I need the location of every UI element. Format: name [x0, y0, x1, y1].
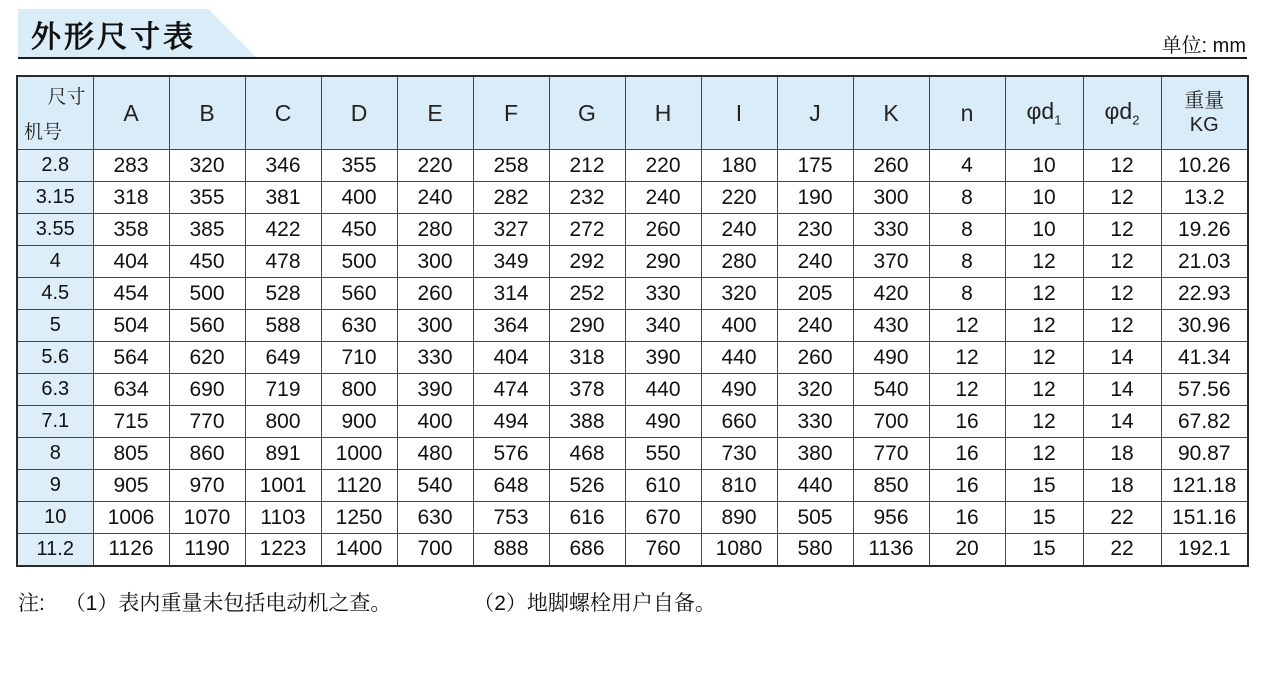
value-cell: 385: [169, 214, 245, 246]
value-cell: 10: [1005, 214, 1083, 246]
value-cell: 760: [625, 534, 701, 566]
value-cell: 378: [549, 374, 625, 406]
value-cell: 283: [93, 150, 169, 182]
value-cell: 381: [245, 182, 321, 214]
value-cell: 8: [929, 214, 1005, 246]
value-cell: 550: [625, 438, 701, 470]
value-cell: 14: [1083, 406, 1161, 438]
value-cell: 121.18: [1161, 470, 1248, 502]
value-cell: 430: [853, 310, 929, 342]
value-cell: 540: [853, 374, 929, 406]
value-cell: 610: [625, 470, 701, 502]
table-row: [17, 470, 1248, 502]
value-cell: 956: [853, 502, 929, 534]
value-cell: 468: [549, 438, 625, 470]
value-cell: 12: [1083, 214, 1161, 246]
value-cell: 364: [473, 310, 549, 342]
value-cell: 15: [1005, 502, 1083, 534]
value-cell: 12: [1083, 182, 1161, 214]
corner-header-cell: [17, 76, 93, 150]
value-cell: 12: [1083, 246, 1161, 278]
value-cell: 850: [853, 470, 929, 502]
dimension-table: [16, 75, 1249, 567]
value-cell: 478: [245, 246, 321, 278]
value-cell: 564: [93, 342, 169, 374]
value-cell: 715: [93, 406, 169, 438]
value-cell: 67.82: [1161, 406, 1248, 438]
value-cell: 240: [701, 214, 777, 246]
value-cell: 710: [321, 342, 397, 374]
table-row: [17, 182, 1248, 214]
value-cell: 1120: [321, 470, 397, 502]
value-cell: 12: [1005, 342, 1083, 374]
value-cell: 560: [321, 278, 397, 310]
value-cell: 404: [473, 342, 549, 374]
value-cell: 349: [473, 246, 549, 278]
value-cell: 57.56: [1161, 374, 1248, 406]
value-cell: 12: [1005, 438, 1083, 470]
value-cell: 480: [397, 438, 473, 470]
value-cell: 12: [1083, 310, 1161, 342]
value-cell: 18: [1083, 470, 1161, 502]
value-cell: 151.16: [1161, 502, 1248, 534]
value-cell: 330: [853, 214, 929, 246]
value-cell: 10: [1005, 150, 1083, 182]
value-cell: 4: [929, 150, 1005, 182]
value-cell: 1001: [245, 470, 321, 502]
value-cell: 8: [929, 182, 1005, 214]
model-cell: 7.1: [17, 406, 93, 438]
header-cell: I: [701, 76, 777, 150]
value-cell: 230: [777, 214, 853, 246]
value-cell: 422: [245, 214, 321, 246]
value-cell: 180: [701, 150, 777, 182]
value-cell: 175: [777, 150, 853, 182]
value-cell: 240: [625, 182, 701, 214]
value-cell: 15: [1005, 470, 1083, 502]
value-cell: 12: [1005, 374, 1083, 406]
header-cell: G: [549, 76, 625, 150]
value-cell: 220: [397, 150, 473, 182]
table-row: [17, 214, 1248, 246]
model-cell: 6.3: [17, 374, 93, 406]
value-cell: 13.2: [1161, 182, 1248, 214]
value-cell: 14: [1083, 342, 1161, 374]
value-cell: 232: [549, 182, 625, 214]
value-cell: 12: [1005, 246, 1083, 278]
value-cell: 14: [1083, 374, 1161, 406]
value-cell: 12: [929, 310, 1005, 342]
value-cell: 282: [473, 182, 549, 214]
value-cell: 454: [93, 278, 169, 310]
value-cell: 700: [397, 534, 473, 566]
value-cell: 526: [549, 470, 625, 502]
header-cell: D: [321, 76, 397, 150]
value-cell: 314: [473, 278, 549, 310]
value-cell: 690: [169, 374, 245, 406]
value-cell: 15: [1005, 534, 1083, 566]
value-cell: 212: [549, 150, 625, 182]
header-cell: J: [777, 76, 853, 150]
value-cell: 355: [169, 182, 245, 214]
value-cell: 450: [321, 214, 397, 246]
value-cell: 970: [169, 470, 245, 502]
value-cell: 21.03: [1161, 246, 1248, 278]
value-cell: 770: [169, 406, 245, 438]
value-cell: 220: [701, 182, 777, 214]
model-cell: 8: [17, 438, 93, 470]
value-cell: 22.93: [1161, 278, 1248, 310]
table-row: [17, 246, 1248, 278]
value-cell: 12: [1005, 278, 1083, 310]
value-cell: 900: [321, 406, 397, 438]
table-row: [17, 150, 1248, 182]
value-cell: 260: [777, 342, 853, 374]
value-cell: 90.87: [1161, 438, 1248, 470]
value-cell: 10.26: [1161, 150, 1248, 182]
value-cell: 300: [853, 182, 929, 214]
value-cell: 440: [777, 470, 853, 502]
value-cell: 1080: [701, 534, 777, 566]
table-row: [17, 278, 1248, 310]
value-cell: 800: [321, 374, 397, 406]
value-cell: 528: [245, 278, 321, 310]
value-cell: 450: [169, 246, 245, 278]
value-cell: 1103: [245, 502, 321, 534]
value-cell: 390: [397, 374, 473, 406]
value-cell: 252: [549, 278, 625, 310]
value-cell: 300: [397, 246, 473, 278]
value-cell: 20: [929, 534, 1005, 566]
value-cell: 18: [1083, 438, 1161, 470]
model-cell: 11.2: [17, 534, 93, 566]
value-cell: 300: [397, 310, 473, 342]
value-cell: 8: [929, 246, 1005, 278]
value-cell: 888: [473, 534, 549, 566]
value-cell: 30.96: [1161, 310, 1248, 342]
header-cell: K: [853, 76, 929, 150]
value-cell: 292: [549, 246, 625, 278]
value-cell: 19.26: [1161, 214, 1248, 246]
value-cell: 290: [549, 310, 625, 342]
value-cell: 616: [549, 502, 625, 534]
value-cell: 1223: [245, 534, 321, 566]
header-cell: H: [625, 76, 701, 150]
value-cell: 730: [701, 438, 777, 470]
model-cell: 4.5: [17, 278, 93, 310]
value-cell: 240: [777, 310, 853, 342]
value-cell: 258: [473, 150, 549, 182]
value-cell: 490: [701, 374, 777, 406]
value-cell: 494: [473, 406, 549, 438]
table-row: [17, 438, 1248, 470]
value-cell: 630: [321, 310, 397, 342]
value-cell: 280: [701, 246, 777, 278]
model-cell: 5: [17, 310, 93, 342]
footer-note: [18, 587, 716, 617]
value-cell: 1006: [93, 502, 169, 534]
value-cell: 648: [473, 470, 549, 502]
value-cell: 240: [777, 246, 853, 278]
note-1: （1）表内重量未包括电动机之查。: [64, 592, 392, 615]
header-cell: 重量 KG: [1161, 76, 1248, 150]
value-cell: 400: [701, 310, 777, 342]
value-cell: 588: [245, 310, 321, 342]
value-cell: 318: [549, 342, 625, 374]
note-prefix: 注:: [18, 592, 45, 615]
value-cell: 220: [625, 150, 701, 182]
corner-label-model: 机号: [24, 122, 63, 143]
value-cell: 41.34: [1161, 342, 1248, 374]
value-cell: 16: [929, 502, 1005, 534]
value-cell: 16: [929, 438, 1005, 470]
value-cell: 260: [397, 278, 473, 310]
value-cell: 540: [397, 470, 473, 502]
value-cell: 390: [625, 342, 701, 374]
value-cell: 890: [701, 502, 777, 534]
value-cell: 346: [245, 150, 321, 182]
value-cell: 400: [397, 406, 473, 438]
value-cell: 330: [777, 406, 853, 438]
value-cell: 8: [929, 278, 1005, 310]
value-cell: 355: [321, 150, 397, 182]
unit-label: 单位: mm: [1161, 35, 1246, 57]
value-cell: 318: [93, 182, 169, 214]
value-cell: 404: [93, 246, 169, 278]
note-2: （2）地脚螺栓用户自备。: [473, 592, 716, 615]
value-cell: 320: [701, 278, 777, 310]
model-cell: 10: [17, 502, 93, 534]
header-cell: B: [169, 76, 245, 150]
value-cell: 330: [625, 278, 701, 310]
header-row: [17, 76, 1248, 150]
value-cell: 490: [625, 406, 701, 438]
model-cell: 3.15: [17, 182, 93, 214]
table-row: [17, 374, 1248, 406]
value-cell: 686: [549, 534, 625, 566]
value-cell: 272: [549, 214, 625, 246]
value-cell: 560: [169, 310, 245, 342]
value-cell: 290: [625, 246, 701, 278]
table-header: [17, 76, 1248, 150]
value-cell: 504: [93, 310, 169, 342]
model-cell: 9: [17, 470, 93, 502]
corner-label-size: 尺寸: [47, 87, 86, 108]
header-cell: E: [397, 76, 473, 150]
value-cell: 1070: [169, 502, 245, 534]
header-cell: $\varphi d_1$: [1005, 76, 1083, 150]
model-cell: 2.8: [17, 150, 93, 182]
value-cell: 12: [929, 374, 1005, 406]
value-cell: 22: [1083, 534, 1161, 566]
value-cell: 400: [321, 182, 397, 214]
value-cell: 753: [473, 502, 549, 534]
value-cell: 440: [701, 342, 777, 374]
model-cell: 3.55: [17, 214, 93, 246]
value-cell: 327: [473, 214, 549, 246]
value-cell: 860: [169, 438, 245, 470]
value-cell: 1400: [321, 534, 397, 566]
value-cell: 576: [473, 438, 549, 470]
value-cell: 12: [929, 342, 1005, 374]
model-cell: 5.6: [17, 342, 93, 374]
value-cell: 330: [397, 342, 473, 374]
value-cell: 192.1: [1161, 534, 1248, 566]
value-cell: 240: [397, 182, 473, 214]
value-cell: 1136: [853, 534, 929, 566]
value-cell: 12: [1005, 406, 1083, 438]
value-cell: 16: [929, 470, 1005, 502]
value-cell: 474: [473, 374, 549, 406]
value-cell: 719: [245, 374, 321, 406]
value-cell: 770: [853, 438, 929, 470]
value-cell: 260: [853, 150, 929, 182]
value-cell: 10: [1005, 182, 1083, 214]
header-cell: n: [929, 76, 1005, 150]
value-cell: 660: [701, 406, 777, 438]
value-cell: 810: [701, 470, 777, 502]
value-cell: 634: [93, 374, 169, 406]
header-cell: C: [245, 76, 321, 150]
value-cell: 700: [853, 406, 929, 438]
value-cell: 490: [853, 342, 929, 374]
value-cell: 620: [169, 342, 245, 374]
value-cell: 670: [625, 502, 701, 534]
value-cell: 12: [1083, 150, 1161, 182]
value-cell: 800: [245, 406, 321, 438]
value-cell: 12: [1083, 278, 1161, 310]
model-cell: 4: [17, 246, 93, 278]
value-cell: 12: [1005, 310, 1083, 342]
value-cell: 500: [169, 278, 245, 310]
page-title: 外形尺寸表: [31, 21, 196, 54]
value-cell: 440: [625, 374, 701, 406]
value-cell: 505: [777, 502, 853, 534]
header-rule: [18, 57, 1247, 59]
value-cell: 16: [929, 406, 1005, 438]
value-cell: 358: [93, 214, 169, 246]
value-cell: 280: [397, 214, 473, 246]
value-cell: 190: [777, 182, 853, 214]
value-cell: 320: [777, 374, 853, 406]
value-cell: 1126: [93, 534, 169, 566]
table-row: [17, 310, 1248, 342]
table-row: [17, 406, 1248, 438]
value-cell: 22: [1083, 502, 1161, 534]
value-cell: 205: [777, 278, 853, 310]
value-cell: 500: [321, 246, 397, 278]
table-row: [17, 502, 1248, 534]
value-cell: 320: [169, 150, 245, 182]
value-cell: 891: [245, 438, 321, 470]
header-cell: A: [93, 76, 169, 150]
value-cell: 388: [549, 406, 625, 438]
value-cell: 630: [397, 502, 473, 534]
header-cell: F: [473, 76, 549, 150]
value-cell: 905: [93, 470, 169, 502]
table-row: [17, 342, 1248, 374]
value-cell: 340: [625, 310, 701, 342]
value-cell: 580: [777, 534, 853, 566]
value-cell: 380: [777, 438, 853, 470]
header-cell: $\varphi d_2$: [1083, 76, 1161, 150]
value-cell: 420: [853, 278, 929, 310]
value-cell: 260: [625, 214, 701, 246]
value-cell: 1190: [169, 534, 245, 566]
value-cell: 1000: [321, 438, 397, 470]
table-row: [17, 534, 1248, 566]
value-cell: 805: [93, 438, 169, 470]
table-body: [17, 150, 1248, 566]
value-cell: 649: [245, 342, 321, 374]
value-cell: 1250: [321, 502, 397, 534]
value-cell: 370: [853, 246, 929, 278]
